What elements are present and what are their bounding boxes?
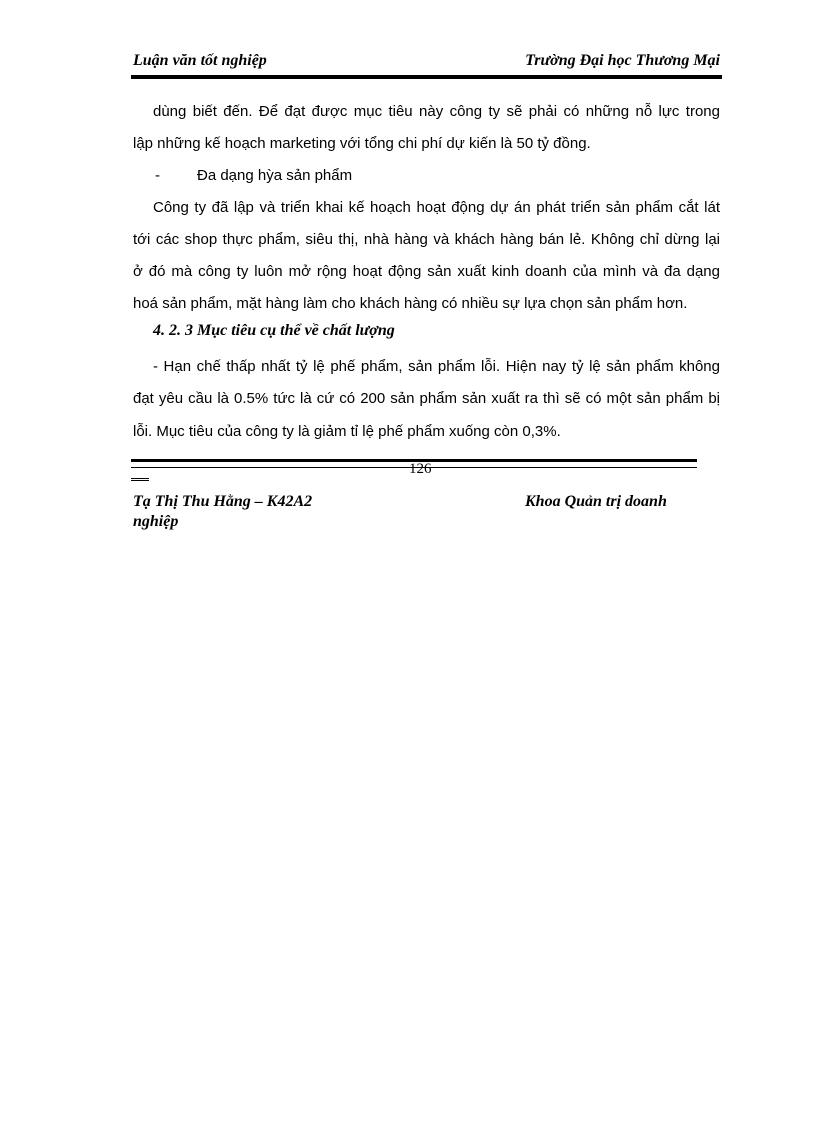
paragraph-line: hoá sản phẩm, mặt hàng làm cho khách hàng có nhiều sự lựa chọn sản phẩm hơn. [133,295,688,312]
paragraph-line: Công ty đã lập và triển khai kế hoạch hoạt động dự án phát triển sản phẩm cắt lát [153,199,720,216]
section-heading: 4. 2. 3 Mục tiêu cụ thể về chất lượng [153,322,395,339]
paragraph-line: tới các shop thực phẩm, siêu thị, nhà hàng và khách hàng bán lẻ. Không chỉ dừng lại [133,231,720,248]
paragraph-line: lỗi. Mục tiêu của công ty là giảm tỉ lệ phế phẩm xuống còn 0,3%. [133,423,561,440]
bullet-text: Đa dạng hỳa sản phẩm [197,167,353,184]
footer-department-wrap: nghiệp [133,513,179,530]
bullet-dash: - [155,167,160,184]
footer-rule-stub [131,478,149,481]
footer-rule-thin [131,467,697,468]
footer-author: Tạ Thị Thu Hằng – K42A2 [133,493,313,510]
page-number: 126 [409,461,432,477]
paragraph-line: lập những kế hoạch marketing với tổng chi phí dự kiến là 50 tỷ đồng. [133,135,591,152]
paragraph-line: dùng biết đến. Để đạt được mục tiêu này công ty sẽ phải có những nỗ lực trong [153,103,720,120]
header-university-label: Trường Đại học Thương Mại [525,52,720,69]
header-thesis-label: Luận văn tốt nghiệp [133,52,267,69]
paragraph-line: - Hạn chế thấp nhất tỷ lệ phế phẩm, sản phẩm lỗi. Hiện nay tỷ lệ sản phẩm không [153,358,720,375]
header-rule [131,75,722,79]
paragraph-line: ở đó mà công ty luôn mở rộng hoạt động sản xuất kinh doanh của mình và đa dạng [133,263,720,280]
paragraph-line: đạt yêu cầu là 0.5% tức là cứ có 200 sản phẩm sản xuất ra thì sẽ có một sản phẩm bị [133,390,720,407]
page-header [133,52,720,74]
footer-department: Khoa Quản trị doanh [525,493,667,510]
